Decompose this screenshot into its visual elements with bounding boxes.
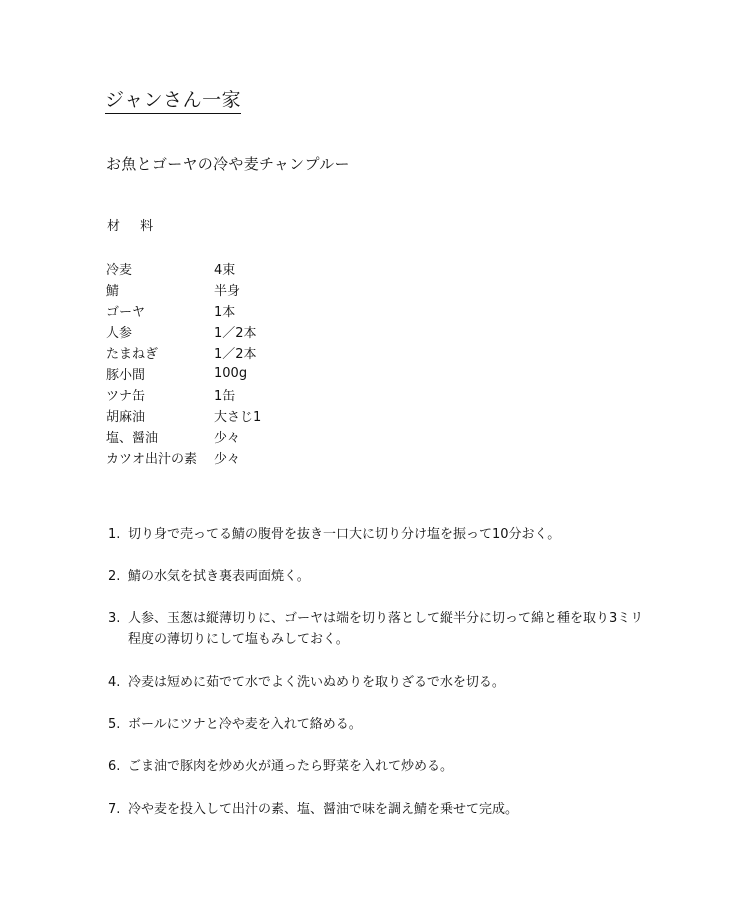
step-number: 2. (108, 569, 121, 584)
step-number: 4. (108, 675, 121, 690)
step-line: ごま油で豚肉を炒め火が通ったら野菜を入れて炒める。 (128, 759, 454, 774)
step-number: 5. (108, 717, 121, 732)
ingredient-qty: 100g (214, 366, 248, 381)
step-line: 切り身で売ってる鯖の腹骨を抜き一口大に切り分け塩を振って10分おく。 (128, 527, 561, 542)
ingredient-row (106, 405, 406, 426)
step-text (128, 756, 708, 777)
ingredient-name: 豚小間 (106, 368, 146, 383)
step-item (108, 566, 708, 587)
ingredient-name: たまねぎ (106, 347, 159, 362)
ingredient-qty: 少々 (214, 452, 241, 467)
step-text (128, 799, 708, 820)
ingredient-name: 胡麻油 (106, 410, 146, 425)
step-item (108, 524, 708, 545)
ingredient-row (106, 300, 406, 321)
step-text (128, 672, 708, 693)
ingredient-row (106, 363, 406, 384)
step-item (108, 799, 708, 820)
ingredient-row (106, 447, 406, 468)
ingredient-row (106, 426, 406, 447)
step-item (108, 672, 708, 693)
ingredient-name: 人参 (106, 326, 133, 341)
step-number: 6. (108, 759, 121, 774)
ingredient-name: ツナ缶 (106, 389, 146, 404)
step-number: 7. (108, 802, 121, 817)
steps-list (108, 524, 708, 820)
step-item (108, 608, 708, 650)
step-text (128, 608, 708, 650)
ingredient-qty: 大さじ1 (214, 410, 262, 425)
ingredient-row (106, 321, 406, 342)
ingredient-name: 冷麦 (106, 263, 133, 278)
ingredient-row (106, 384, 406, 405)
ingredient-name: 塩、醤油 (106, 431, 159, 446)
step-text (128, 566, 708, 587)
ingredients-list (106, 258, 406, 468)
ingredient-qty: 1本 (214, 305, 236, 320)
ingredient-qty: 1缶 (214, 389, 236, 404)
step-line: 程度の薄切りにして塩もみしておく。 (128, 632, 349, 647)
ingredient-qty: 4束 (214, 263, 236, 278)
ingredient-qty: 1／2本 (214, 326, 257, 341)
ingredient-name: ゴーヤ (106, 305, 146, 320)
step-text (128, 714, 708, 735)
step-number: 1. (108, 527, 121, 542)
step-line: 鯖の水気を拭き裏表両面焼く。 (128, 569, 310, 584)
family-title: ジャンさん一家 (105, 88, 241, 114)
ingredients-heading: 材 料 (107, 219, 162, 234)
ingredient-qty: 1／2本 (214, 347, 257, 362)
ingredient-qty: 半身 (214, 284, 241, 299)
step-line: 冷や麦を投入して出汁の素、塩、醤油で味を調え鯖を乗せて完成。 (128, 802, 519, 817)
ingredient-row (106, 342, 406, 363)
step-item (108, 714, 708, 735)
ingredient-row (106, 279, 406, 300)
ingredient-row (106, 258, 406, 279)
step-number: 3. (108, 611, 121, 626)
step-item (108, 756, 708, 777)
recipe-title: お魚とゴーヤの冷や麦チャンプルー (106, 155, 350, 173)
step-text (128, 524, 708, 545)
ingredient-name: 鯖 (106, 284, 120, 299)
step-line: 冷麦は短めに茹でて水でよく洗いぬめりを取りざるで水を切る。 (128, 675, 505, 690)
step-line: 人参、玉葱は縦薄切りに、ゴーヤは端を切り落として縦半分に切って綿と種を取り3ミリ (128, 611, 644, 626)
ingredient-name: カツオ出汁の素 (106, 452, 198, 467)
ingredient-qty: 少々 (214, 431, 241, 446)
step-line: ボールにツナと冷や麦を入れて絡める。 (128, 717, 362, 732)
